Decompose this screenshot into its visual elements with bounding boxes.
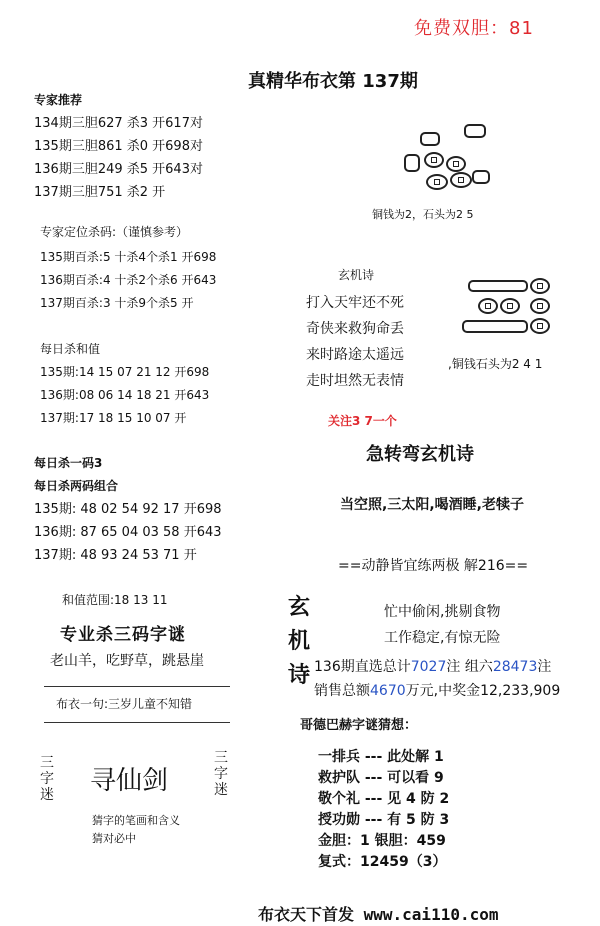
gede-line: 一排兵 --- 此处解 1	[318, 749, 444, 765]
xuanji-vertical-2: 机	[288, 629, 311, 654]
divider	[44, 722, 230, 723]
coins-stones-illustration	[458, 276, 568, 346]
focus-note: 关注3 7一个	[328, 414, 397, 428]
sales-text: 注 组六	[446, 659, 493, 675]
poem-line: 忙中偷闲,挑剔食物	[384, 604, 501, 620]
poem-line: 工作稳定,有惊无险	[384, 630, 501, 646]
xunxian-title: 寻仙剑	[90, 766, 169, 796]
expert-line: 135期三胆861 杀0 开698对	[34, 139, 203, 154]
sales-text: 136期直选总计	[314, 659, 411, 675]
sales-number: 28473	[492, 659, 538, 675]
sum-range: 和值范围:18 13 11	[62, 593, 168, 607]
gede-line: 授功勋 --- 有 5 防 3	[318, 812, 450, 828]
daily-kill-line: 135期: 48 02 54 92 17 开698	[34, 502, 222, 517]
expert-heading: 专家推荐	[34, 93, 83, 107]
daily-kill-line: 137期: 48 93 24 53 71 开	[34, 548, 197, 563]
divider	[44, 686, 230, 687]
sales-line-2	[314, 680, 560, 700]
zimi-label-left: 三字迷	[40, 755, 54, 803]
daily-sum-line: 135期:14 15 07 21 12 开698	[40, 365, 210, 379]
gede-heading: 哥德巴赫字谜猜想：	[300, 718, 418, 733]
buyi-saying: 布衣一句:三岁儿童不知错	[56, 697, 193, 711]
gede-line: 复式：12459（3）	[318, 854, 447, 870]
coins-stones-illustration	[400, 118, 500, 198]
xuanji-line: 走时坦然无表情	[306, 373, 404, 389]
xuanji-line: 打入天牢还不死	[306, 295, 404, 311]
guess-note: 猜对必中	[92, 832, 136, 845]
riddle-text: 老山羊，吃野草，跳悬崖	[50, 653, 204, 669]
dongjing-line: ==动静皆宜练两极 解216==	[338, 558, 529, 574]
sales-text: 销售总额	[314, 683, 370, 699]
free-double-badge: 免费双胆：81	[414, 18, 534, 39]
daily-sum-heading: 每日杀和值	[40, 342, 101, 356]
footer-site: 布衣天下首发 www.cai110.com	[258, 905, 499, 924]
daily-sum-line: 137期:17 18 15 10 07 开	[40, 411, 187, 425]
expert-line: 134期三胆627 杀3 开617对	[34, 116, 203, 131]
zimi-label-right: 三字迷	[214, 750, 228, 798]
position-kill-heading: 专家定位杀码:（谨慎参考）	[40, 225, 189, 239]
daily-kill-one-heading: 每日杀一码3	[34, 456, 103, 470]
position-kill-line: 135期百杀:5 十杀4个杀1 开698	[40, 250, 217, 264]
coins-caption: ,铜钱石头为2 4 1	[448, 357, 543, 371]
expert-line: 137期三胆751 杀2 开	[34, 185, 166, 200]
xuanji-vertical-3: 诗	[288, 663, 311, 688]
position-kill-line: 136期百杀:4 十杀2个杀6 开643	[40, 273, 217, 287]
gede-line: 金胆：1 银胆：459	[318, 833, 446, 849]
daily-kill-two-heading: 每日杀两码组合	[34, 479, 119, 493]
jizhuan-line: 当空照,三太阳,喝酒睡,老犊子	[340, 497, 524, 513]
sales-text: 万元,中奖金12,233,909	[405, 683, 561, 699]
coins-caption: 铜钱为2，石头为2 5	[372, 208, 474, 221]
xuanji-heading: 玄机诗	[338, 268, 375, 282]
gede-line: 敬个礼 --- 见 4 防 2	[318, 791, 450, 807]
daily-kill-line: 136期: 87 65 04 03 58 开643	[34, 525, 222, 540]
guess-note: 猜字的笔画和含义	[92, 814, 180, 827]
xuanji-line: 来时路途太遥远	[306, 347, 404, 363]
xuanji-vertical-1: 玄	[288, 595, 311, 620]
riddle-title: 专业杀三码字谜	[60, 625, 186, 645]
sales-number: 4670	[370, 683, 406, 699]
daily-sum-line: 136期:08 06 14 18 21 开643	[40, 388, 210, 402]
page-title: 真精华布衣第 137期	[248, 71, 418, 92]
sales-text: 注	[537, 659, 552, 675]
sales-line-1	[314, 656, 551, 676]
jizhuan-title: 急转弯玄机诗	[366, 444, 474, 465]
expert-line: 136期三胆249 杀5 开643对	[34, 162, 203, 177]
position-kill-line: 137期百杀:3 十杀9个杀5 开	[40, 296, 194, 310]
gede-line: 救护队 --- 可以看 9	[318, 770, 444, 786]
xuanji-line: 奇侠来救狗命丢	[306, 321, 404, 337]
sales-number: 7027	[410, 659, 447, 675]
